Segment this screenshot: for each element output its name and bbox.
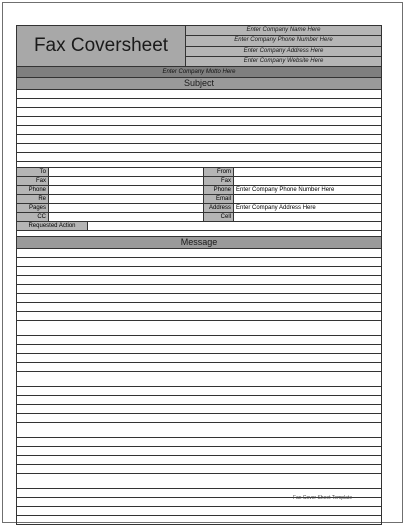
message-lines[interactable] [17,249,381,524]
info-row-re [17,195,381,204]
page-title: Fax Coversheet [17,26,186,66]
company-info [186,26,381,66]
info-row-phone [17,186,381,195]
re-label: Re [17,195,49,203]
cc-label: CC [17,213,49,221]
recipient-sender-grid [17,168,381,231]
to-label: To [17,168,49,176]
address-field[interactable]: Enter Company Address Here [236,205,316,211]
requested-action-row [17,222,381,231]
phone-label: Phone [17,186,49,194]
fax-label: Fax [17,177,49,185]
info-row-pages [17,204,381,213]
email-field[interactable] [234,195,381,203]
company-motto-field[interactable]: Enter Company Motto Here [17,67,381,78]
form-frame [16,25,382,525]
fax-coversheet-page [2,2,403,523]
requested-action-label: Requested Action [17,222,88,230]
info-row-to [17,168,381,177]
footer-text: Fax Cover Sheet Template [293,495,353,501]
requested-action-field[interactable] [88,222,381,230]
to-field[interactable] [49,168,204,176]
from-label: From [204,168,234,176]
subject-lines[interactable] [17,90,381,161]
subject-header: Subject [17,78,381,90]
recipient-phone-field[interactable] [49,186,204,194]
cell-label: Cell [204,213,234,221]
cc-field[interactable] [49,213,204,221]
email-label: Email [204,195,234,203]
re-field[interactable] [49,195,204,203]
info-row-cc [17,213,381,222]
sender-fax-field[interactable] [234,177,381,185]
section-divider [17,161,381,168]
from-field[interactable] [234,168,381,176]
company-phone-field[interactable]: Enter Company Phone Number Here [186,36,381,46]
info-row-fax [17,177,381,186]
sender-phone-field[interactable]: Enter Company Phone Number Here [236,187,335,193]
company-address-field[interactable]: Enter Company Address Here [186,47,381,57]
company-name-field[interactable]: Enter Company Name Here [186,26,381,36]
sender-phone-label: Phone [204,186,234,194]
header-block [17,26,381,67]
pages-field[interactable] [49,204,204,212]
sender-fax-label: Fax [204,177,234,185]
message-header: Message [17,237,381,249]
recipient-fax-field[interactable] [49,177,204,185]
cell-field[interactable] [234,213,381,221]
address-label: Address [204,204,234,212]
company-website-field[interactable]: Enter Company Website Here [186,57,381,66]
pages-label: Pages [17,204,49,212]
